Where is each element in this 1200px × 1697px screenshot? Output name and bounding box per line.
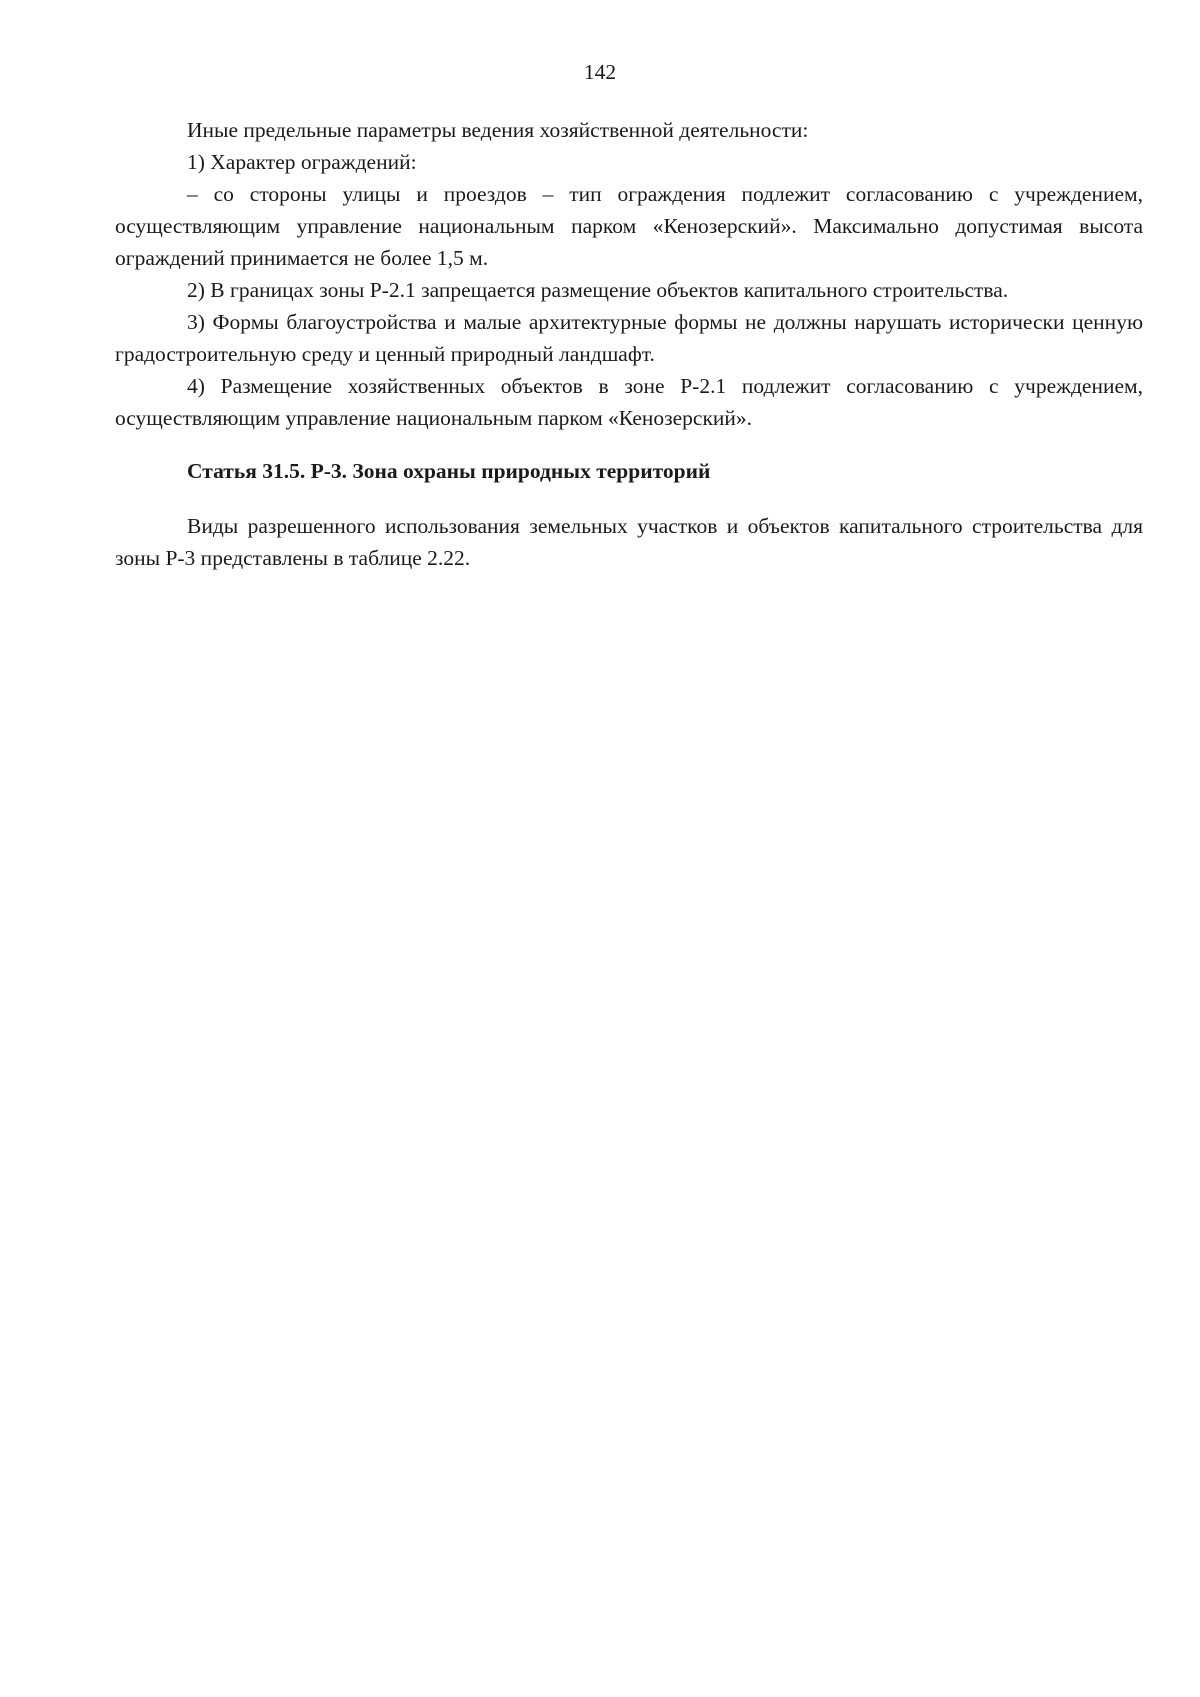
article-heading: Статья 31.5. Р-3. Зона охраны природных территорий — [187, 459, 711, 483]
paragraph-utility-objects: 4) Размещение хозяйственных объектов в зоне Р-2.1 подлежит согласованию с учреждением, осуществляющим управление национальным парком «Кенозерский». — [115, 374, 1143, 430]
paragraph-fence-street-side: – со стороны улицы и проездов – тип ограждения подлежит согласованию с учреждением, осуществляющим управление национальным парком «Кенозерский». Максимально допустимая высота ограждений принимается не более 1,5 м. — [115, 182, 1143, 270]
paragraph-landscaping-forms: 3) Формы благоустройства и малые архитектурные формы не должны нарушать исторически ценную градостроительную среду и ценный природный ландшафт. — [115, 310, 1143, 366]
paragraph-permitted-use: Виды разрешенного использования земельных участков и объектов капитального строительства для зоны Р-3 представлены в таблице 2.22. — [115, 514, 1143, 570]
document-body — [115, 114, 1143, 574]
paragraph-capital-construction-ban: 2) В границах зоны Р-2.1 запрещается размещение объектов капитального строительства. — [187, 278, 1009, 302]
paragraph-fence-character: 1) Характер ограждений: — [187, 150, 417, 174]
paragraph-other-parameters: Иные предельные параметры ведения хозяйственной деятельности: — [187, 118, 809, 142]
page-number: 142 — [583, 60, 617, 84]
